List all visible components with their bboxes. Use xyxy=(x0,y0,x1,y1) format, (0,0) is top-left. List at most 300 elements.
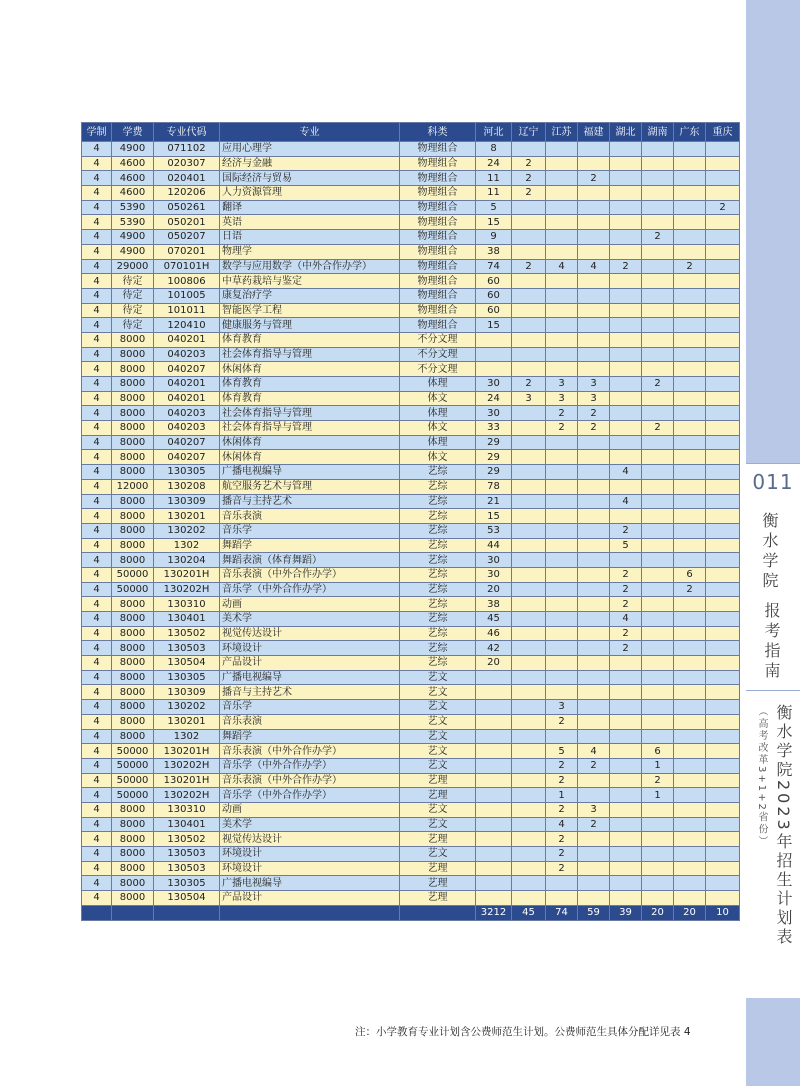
table-cell xyxy=(546,670,578,685)
table-cell: 体育教育 xyxy=(220,377,400,392)
table-cell: 8000 xyxy=(112,553,154,568)
table-cell xyxy=(512,861,546,876)
table-cell: 5390 xyxy=(112,200,154,215)
table-row xyxy=(82,215,740,230)
table-cell: 4 xyxy=(82,847,112,862)
table-cell xyxy=(578,626,610,641)
table-cell: 11 xyxy=(476,171,512,186)
table-row xyxy=(82,494,740,509)
table-cell: 2 xyxy=(512,186,546,201)
table-cell: 艺综 xyxy=(400,597,476,612)
table-cell: 物理组合 xyxy=(400,259,476,274)
table-cell: 130201 xyxy=(154,509,220,524)
table-cell: 130401 xyxy=(154,817,220,832)
table-cell: 翻译 xyxy=(220,200,400,215)
table-cell xyxy=(546,729,578,744)
table-cell: 4600 xyxy=(112,186,154,201)
table-cell: 130204 xyxy=(154,553,220,568)
table-cell: 音乐表演（中外合作办学） xyxy=(220,744,400,759)
table-cell xyxy=(476,670,512,685)
table-cell: 艺文 xyxy=(400,670,476,685)
table-cell xyxy=(674,656,706,671)
table-cell: 产品设计 xyxy=(220,891,400,906)
table-cell: 播音与主持艺术 xyxy=(220,685,400,700)
table-cell xyxy=(512,435,546,450)
table-cell: 艺综 xyxy=(400,494,476,509)
total-cell xyxy=(220,905,400,920)
table-row xyxy=(82,406,740,421)
table-cell: 50000 xyxy=(112,788,154,803)
table-cell: 3 xyxy=(546,377,578,392)
table-cell: 1302 xyxy=(154,729,220,744)
table-cell: 4 xyxy=(82,200,112,215)
table-cell xyxy=(674,685,706,700)
total-cell: 39 xyxy=(610,905,642,920)
table-cell xyxy=(706,861,740,876)
table-cell xyxy=(706,230,740,245)
table-cell: 4 xyxy=(82,244,112,259)
table-row xyxy=(82,142,740,157)
table-cell: 4 xyxy=(82,259,112,274)
table-cell: 4 xyxy=(610,465,642,480)
table-cell: 4 xyxy=(82,788,112,803)
total-cell: 10 xyxy=(706,905,740,920)
table-cell xyxy=(706,465,740,480)
table-cell: 44 xyxy=(476,538,512,553)
table-cell: 8000 xyxy=(112,332,154,347)
table-cell xyxy=(578,523,610,538)
table-cell xyxy=(512,215,546,230)
table-header-row xyxy=(82,123,740,142)
table-cell xyxy=(578,670,610,685)
table-cell xyxy=(578,362,610,377)
table-cell xyxy=(512,656,546,671)
table-cell xyxy=(674,509,706,524)
table-cell: 29 xyxy=(476,450,512,465)
table-cell xyxy=(610,553,642,568)
table-cell: 1302 xyxy=(154,538,220,553)
table-cell xyxy=(610,802,642,817)
table-row xyxy=(82,861,740,876)
table-cell xyxy=(546,200,578,215)
table-row xyxy=(82,847,740,862)
table-cell: 4 xyxy=(82,391,112,406)
table-cell: 日语 xyxy=(220,230,400,245)
table-cell: 4 xyxy=(82,656,112,671)
table-cell: 艺文 xyxy=(400,729,476,744)
table-cell: 8000 xyxy=(112,523,154,538)
table-cell: 待定 xyxy=(112,288,154,303)
table-row xyxy=(82,700,740,715)
table-row xyxy=(82,553,740,568)
table-cell xyxy=(578,156,610,171)
table-cell: 8000 xyxy=(112,391,154,406)
table-cell: 4 xyxy=(82,509,112,524)
table-cell: 8000 xyxy=(112,891,154,906)
table-cell: 130208 xyxy=(154,479,220,494)
table-cell xyxy=(642,509,674,524)
table-cell: 物理组合 xyxy=(400,303,476,318)
table-cell xyxy=(512,612,546,627)
table-cell xyxy=(706,656,740,671)
table-cell: 待定 xyxy=(112,318,154,333)
table-cell: 8000 xyxy=(112,670,154,685)
table-cell: 2 xyxy=(610,626,642,641)
table-cell: 舞蹈学 xyxy=(220,729,400,744)
table-cell: 4 xyxy=(82,156,112,171)
table-cell xyxy=(578,567,610,582)
table-cell: 4 xyxy=(82,817,112,832)
table-cell: 待定 xyxy=(112,274,154,289)
table-cell xyxy=(512,729,546,744)
table-cell xyxy=(706,714,740,729)
table-cell: 4 xyxy=(82,215,112,230)
column-header: 重庆 xyxy=(706,123,740,142)
table-cell: 4 xyxy=(82,861,112,876)
table-cell xyxy=(610,479,642,494)
table-cell xyxy=(546,479,578,494)
table-cell: 4 xyxy=(82,876,112,891)
table-cell: 艺综 xyxy=(400,656,476,671)
table-cell: 艺综 xyxy=(400,523,476,538)
table-cell xyxy=(674,435,706,450)
table-cell xyxy=(512,274,546,289)
table-cell: 播音与主持艺术 xyxy=(220,494,400,509)
table-cell xyxy=(674,186,706,201)
table-cell xyxy=(642,142,674,157)
sidebar-divider xyxy=(746,690,800,691)
table-cell xyxy=(674,876,706,891)
table-cell: 2 xyxy=(546,802,578,817)
table-cell xyxy=(512,288,546,303)
table-cell: 040207 xyxy=(154,435,220,450)
total-cell xyxy=(82,905,112,920)
sidebar-divider xyxy=(746,463,800,464)
table-cell: 音乐学（中外合作办学） xyxy=(220,788,400,803)
table-cell: 社会体育指导与管理 xyxy=(220,347,400,362)
table-cell: 艺文 xyxy=(400,685,476,700)
table-cell xyxy=(706,626,740,641)
table-cell: 130503 xyxy=(154,861,220,876)
table-cell xyxy=(578,288,610,303)
column-header: 科类 xyxy=(400,123,476,142)
table-cell xyxy=(706,406,740,421)
table-cell xyxy=(546,171,578,186)
table-cell xyxy=(578,656,610,671)
table-cell: 音乐表演 xyxy=(220,509,400,524)
table-cell: 艺文 xyxy=(400,758,476,773)
table-row xyxy=(82,465,740,480)
table-cell: 4 xyxy=(82,421,112,436)
table-cell: 130202H xyxy=(154,582,220,597)
table-cell: 8000 xyxy=(112,847,154,862)
table-cell: 4 xyxy=(82,641,112,656)
table-cell xyxy=(642,347,674,362)
total-cell: 20 xyxy=(642,905,674,920)
table-cell: 2 xyxy=(642,773,674,788)
table-row xyxy=(82,171,740,186)
table-cell: 2 xyxy=(610,259,642,274)
table-row xyxy=(82,244,740,259)
table-cell: 3 xyxy=(578,391,610,406)
table-cell xyxy=(546,597,578,612)
table-cell: 物理组合 xyxy=(400,288,476,303)
table-cell xyxy=(674,523,706,538)
table-cell: 2 xyxy=(546,847,578,862)
table-cell xyxy=(674,788,706,803)
table-cell xyxy=(578,332,610,347)
table-cell xyxy=(610,244,642,259)
table-cell xyxy=(674,847,706,862)
table-cell xyxy=(578,494,610,509)
table-cell: 2 xyxy=(512,171,546,186)
table-cell xyxy=(706,435,740,450)
column-header: 专业代码 xyxy=(154,123,220,142)
table-cell xyxy=(706,259,740,274)
table-cell xyxy=(610,421,642,436)
table-cell: 29 xyxy=(476,465,512,480)
table-cell xyxy=(512,421,546,436)
table-cell: 4 xyxy=(82,700,112,715)
table-cell xyxy=(642,318,674,333)
table-cell xyxy=(706,186,740,201)
table-cell: 74 xyxy=(476,259,512,274)
table-cell: 经济与金融 xyxy=(220,156,400,171)
table-cell xyxy=(610,714,642,729)
table-cell: 130202H xyxy=(154,788,220,803)
table-cell: 15 xyxy=(476,318,512,333)
total-cell: 20 xyxy=(674,905,706,920)
table-cell xyxy=(546,891,578,906)
table-cell xyxy=(476,744,512,759)
table-cell xyxy=(642,685,674,700)
column-header: 江苏 xyxy=(546,123,578,142)
table-row xyxy=(82,435,740,450)
table-cell xyxy=(610,729,642,744)
sidebar-subtitle-note: （高考改革3+1+2省份） xyxy=(756,706,767,848)
table-cell xyxy=(642,332,674,347)
table-cell xyxy=(476,362,512,377)
table-cell xyxy=(610,391,642,406)
table-cell xyxy=(610,435,642,450)
table-cell: 体文 xyxy=(400,450,476,465)
total-cell xyxy=(112,905,154,920)
table-cell: 5 xyxy=(476,200,512,215)
table-cell: 物理组合 xyxy=(400,274,476,289)
table-cell xyxy=(706,156,740,171)
table-cell: 艺综 xyxy=(400,612,476,627)
table-cell xyxy=(706,171,740,186)
table-cell: 8000 xyxy=(112,450,154,465)
table-cell: 3 xyxy=(546,700,578,715)
table-cell xyxy=(706,582,740,597)
table-cell: 艺综 xyxy=(400,509,476,524)
table-cell xyxy=(546,465,578,480)
table-cell: 艺文 xyxy=(400,802,476,817)
table-row xyxy=(82,670,740,685)
table-cell xyxy=(546,362,578,377)
table-cell: 3 xyxy=(578,377,610,392)
table-cell: 8000 xyxy=(112,700,154,715)
table-cell: 物理组合 xyxy=(400,230,476,245)
table-cell: 物理组合 xyxy=(400,215,476,230)
table-cell xyxy=(578,347,610,362)
table-cell xyxy=(642,861,674,876)
table-cell xyxy=(706,612,740,627)
table-cell: 4 xyxy=(82,758,112,773)
table-cell xyxy=(642,215,674,230)
table-cell: 体文 xyxy=(400,391,476,406)
table-cell xyxy=(546,626,578,641)
table-cell xyxy=(674,773,706,788)
table-cell xyxy=(674,347,706,362)
table-row xyxy=(82,274,740,289)
table-row xyxy=(82,597,740,612)
table-cell: 040201 xyxy=(154,332,220,347)
table-cell: 040201 xyxy=(154,377,220,392)
table-cell xyxy=(642,259,674,274)
table-cell xyxy=(674,200,706,215)
table-cell: 4 xyxy=(82,567,112,582)
table-cell xyxy=(642,406,674,421)
table-cell: 8000 xyxy=(112,861,154,876)
table-cell: 130309 xyxy=(154,685,220,700)
table-cell: 不分文理 xyxy=(400,362,476,377)
table-cell: 动画 xyxy=(220,802,400,817)
table-cell: 2 xyxy=(674,582,706,597)
table-cell: 艺综 xyxy=(400,538,476,553)
table-cell xyxy=(610,817,642,832)
table-cell xyxy=(706,700,740,715)
table-row xyxy=(82,891,740,906)
table-cell: 视觉传达设计 xyxy=(220,626,400,641)
table-cell: 6 xyxy=(642,744,674,759)
table-cell: 8000 xyxy=(112,362,154,377)
table-row xyxy=(82,817,740,832)
table-cell xyxy=(642,597,674,612)
table-row xyxy=(82,156,740,171)
table-cell xyxy=(610,288,642,303)
table-cell xyxy=(642,362,674,377)
table-cell xyxy=(578,714,610,729)
table-cell xyxy=(512,509,546,524)
table-cell: 130202 xyxy=(154,523,220,538)
table-cell xyxy=(642,582,674,597)
table-cell xyxy=(512,230,546,245)
table-cell xyxy=(674,230,706,245)
table-cell: 4 xyxy=(82,288,112,303)
table-cell: 38 xyxy=(476,597,512,612)
table-cell: 2 xyxy=(512,377,546,392)
table-cell: 4 xyxy=(82,465,112,480)
table-cell: 体理 xyxy=(400,435,476,450)
table-cell xyxy=(512,465,546,480)
table-cell xyxy=(512,332,546,347)
table-cell: 21 xyxy=(476,494,512,509)
table-cell xyxy=(512,347,546,362)
table-cell xyxy=(512,714,546,729)
table-cell xyxy=(512,817,546,832)
table-cell xyxy=(610,891,642,906)
table-cell: 9 xyxy=(476,230,512,245)
column-header: 福建 xyxy=(578,123,610,142)
table-cell xyxy=(674,362,706,377)
table-cell: 体育教育 xyxy=(220,391,400,406)
table-cell: 中草药栽培与鉴定 xyxy=(220,274,400,289)
table-cell: 2 xyxy=(546,758,578,773)
table-cell: 38 xyxy=(476,244,512,259)
table-cell xyxy=(578,553,610,568)
table-cell: 2 xyxy=(674,259,706,274)
table-cell xyxy=(476,758,512,773)
table-cell: 130202 xyxy=(154,700,220,715)
table-cell: 英语 xyxy=(220,215,400,230)
table-cell xyxy=(674,626,706,641)
table-cell xyxy=(674,406,706,421)
table-cell: 4 xyxy=(82,479,112,494)
table-cell xyxy=(578,509,610,524)
table-cell: 智能医学工程 xyxy=(220,303,400,318)
table-cell: 艺文 xyxy=(400,714,476,729)
table-cell xyxy=(674,244,706,259)
table-cell: 50000 xyxy=(112,582,154,597)
table-cell xyxy=(610,773,642,788)
table-cell: 4 xyxy=(82,670,112,685)
table-cell xyxy=(610,876,642,891)
sidebar-bottom-band xyxy=(746,998,800,1086)
table-cell xyxy=(642,553,674,568)
table-row xyxy=(82,729,740,744)
table-cell: 040203 xyxy=(154,406,220,421)
table-cell: 130201H xyxy=(154,773,220,788)
table-cell xyxy=(674,744,706,759)
table-cell xyxy=(642,847,674,862)
table-cell xyxy=(610,274,642,289)
table-cell xyxy=(642,567,674,582)
table-cell xyxy=(642,450,674,465)
table-cell: 4 xyxy=(82,891,112,906)
table-cell xyxy=(706,788,740,803)
table-cell xyxy=(546,230,578,245)
table-cell xyxy=(610,186,642,201)
table-cell xyxy=(578,244,610,259)
table-cell xyxy=(610,362,642,377)
table-cell: 航空服务艺术与管理 xyxy=(220,479,400,494)
table-cell xyxy=(706,347,740,362)
table-cell: 4600 xyxy=(112,171,154,186)
table-cell: 130305 xyxy=(154,876,220,891)
table-cell xyxy=(674,729,706,744)
table-cell xyxy=(578,612,610,627)
table-cell: 视觉传达设计 xyxy=(220,832,400,847)
table-cell: 产品设计 xyxy=(220,656,400,671)
table-cell: 15 xyxy=(476,215,512,230)
table-cell xyxy=(578,641,610,656)
table-cell: 120206 xyxy=(154,186,220,201)
table-cell xyxy=(512,303,546,318)
table-row xyxy=(82,758,740,773)
table-cell: 不分文理 xyxy=(400,347,476,362)
table-cell: 4 xyxy=(82,538,112,553)
table-cell xyxy=(578,788,610,803)
table-cell: 8000 xyxy=(112,685,154,700)
table-cell: 020401 xyxy=(154,171,220,186)
table-cell: 体育教育 xyxy=(220,332,400,347)
column-header: 学费 xyxy=(112,123,154,142)
table-cell xyxy=(512,685,546,700)
table-cell: 4 xyxy=(82,744,112,759)
table-cell xyxy=(674,494,706,509)
